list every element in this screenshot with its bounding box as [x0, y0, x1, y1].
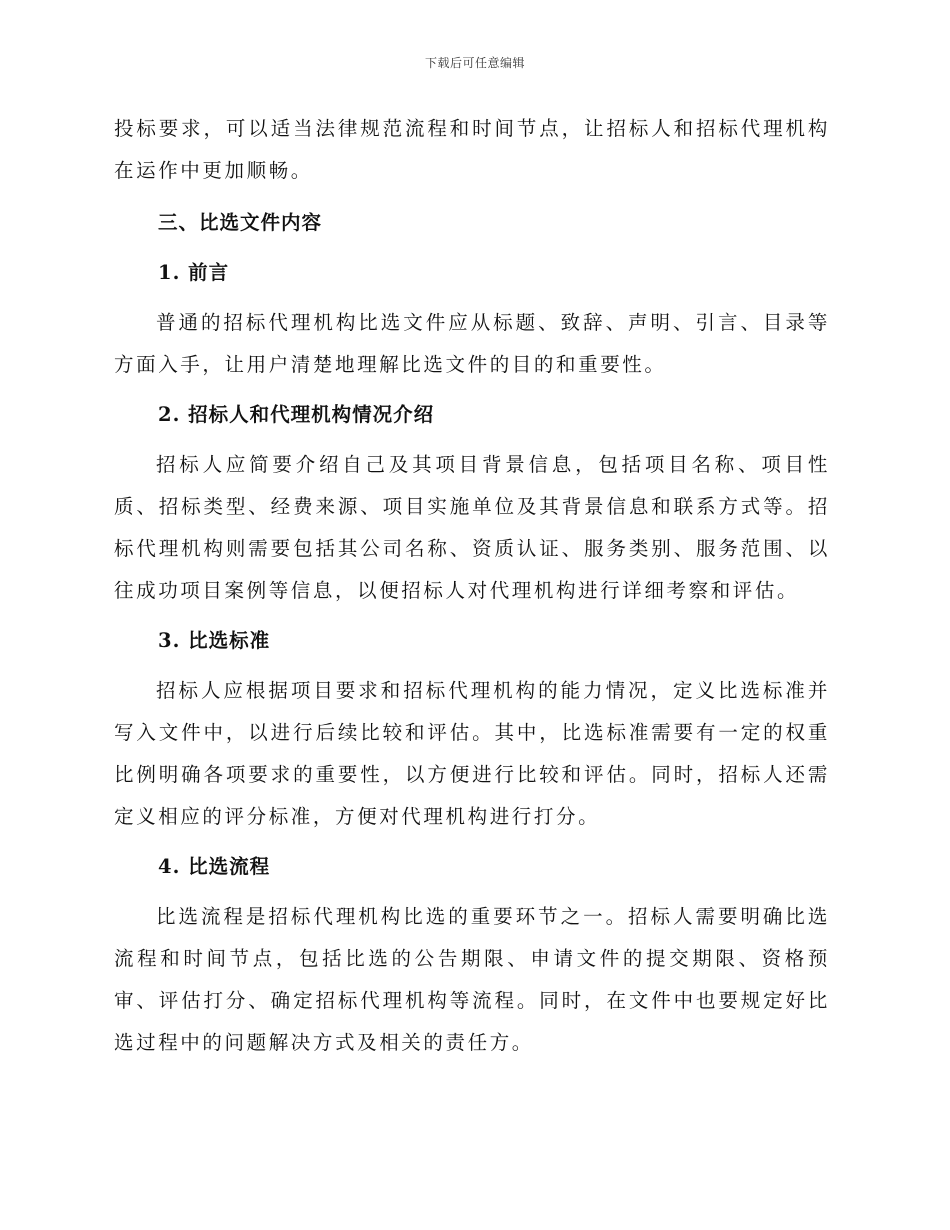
subsection-heading-process: 4. 比选流程	[158, 855, 271, 878]
paragraph-criteria: 招标人应根据项目要求和招标代理机构的能力情况，定义比选标准并写入文件中，以进行后续比较和评估。其中，比选标准需要有一定的权重比例明确各项要求的重要性，以方便进行比较和评估。同时，招标人还需定义相应的评分标准，方便对代理机构进行打分。	[114, 679, 830, 828]
section-heading: 三、比选文件内容	[158, 211, 323, 234]
page-header: 下载后可任意编辑	[424, 56, 525, 70]
document-body	[114, 108, 830, 1064]
paragraph-continuation: 投标要求，可以适当法律规范流程和时间节点，让招标人和招标代理机构在运作中更加顺畅。	[114, 117, 830, 182]
paragraph-preface: 普通的招标代理机构比选文件应从标题、致辞、声明、引言、目录等方面入手，让用户清楚地理解比选文件的目的和重要性。	[114, 311, 830, 376]
subsection-heading-preface: 1. 前言	[158, 261, 230, 284]
subsection-heading-introduction: 2. 招标人和代理机构情况介绍	[158, 403, 435, 426]
paragraph-process: 比选流程是招标代理机构比选的重要环节之一。招标人需要明确比选流程和时间节点，包括比选的公告期限、申请文件的提交期限、资格预审、评估打分、确定招标代理机构等流程。同时，在文件中也要规定好比选过程中的问题解决方式及相关的责任方。	[114, 905, 830, 1054]
paragraph-introduction: 招标人应简要介绍自己及其项目背景信息，包括项目名称、项目性质、招标类型、经费来源、项目实施单位及其背景信息和联系方式等。招标代理机构则需要包括其公司名称、资质认证、服务类别、服务范围、以往成功项目案例等信息，以便招标人对代理机构进行详细考察和评估。	[114, 453, 830, 602]
subsection-heading-criteria: 3. 比选标准	[158, 629, 271, 652]
